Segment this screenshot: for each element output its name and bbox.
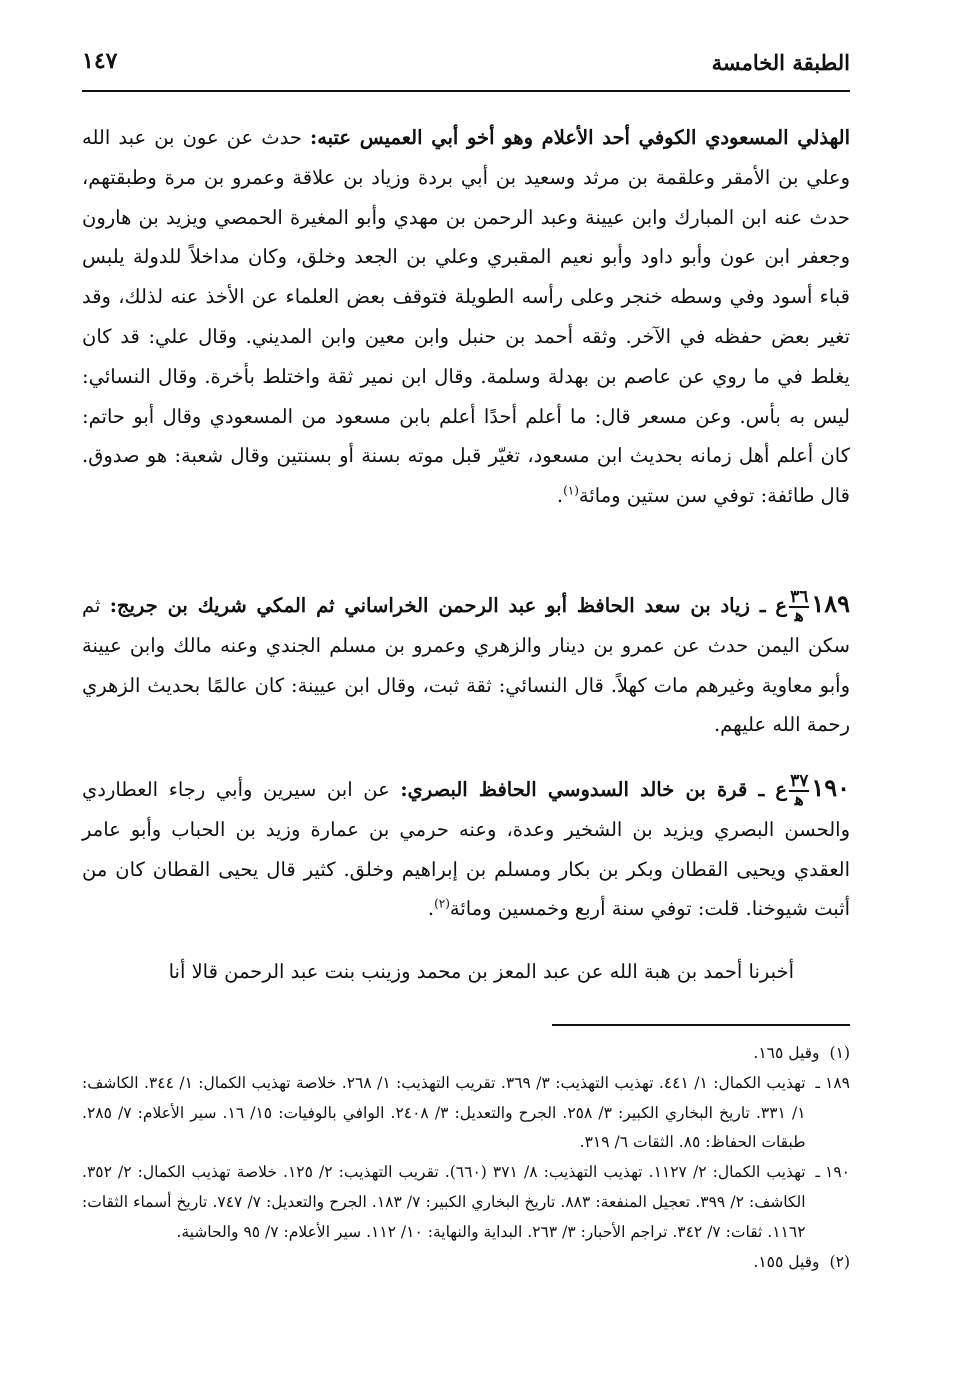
footnote xyxy=(82,1069,850,1158)
footnote-key: (١) xyxy=(829,1044,850,1062)
siglum-letter: ع xyxy=(775,778,788,801)
footnote-key: ١٨٩ ـ xyxy=(815,1073,850,1092)
entry-heading: ـ قرة بن خالد السدوسي الحافظ البصري: xyxy=(400,778,776,801)
footnote-text: تهذيب الكمال: ٢/ ١١٢٧. تهذيب التهذيب: ٨/ ٣٧١ (٦٦٠). تقريب التهذيب: ٢/ ١٢٥. خلاصة تهذيب الكمال: ٢/ ٣٥٢. الكاشف: ٢/ ٣٩٩. تعجيل المنفعة: ٨٨٣. تاريخ البخاري الكبير: ٧/ ١٨٣. الجرح والتعديل: ٧/ ٧٤٧. تاريخ أسماء الثقات: ١١٦٢. ثقات: ٧/ ٣٤٢. تراجم الأحبار: ٣/ ٢٦٣. البداية والنهاية: ١٠/ ١١٢. سير الأعلام: ٧/ ٩٥ والحاشية. xyxy=(82,1163,806,1241)
siglum-letter: ع xyxy=(775,594,788,617)
footnote-text: وقيل ١٦٥. xyxy=(753,1044,820,1062)
siglum-fraction xyxy=(789,770,809,810)
running-header xyxy=(82,44,850,92)
entry-body: حدث عن عون بن عبد الله وعلي بن الأمقر وعلقمة بن مرثد وسعيد بن أبي بردة وزياد بن علاقة وعمرو بن مرة وطبقتهم، حدث عنه ابن المبارك وابن عيينة وعبد الرحمن بن مهدي وأبو المغيرة الحمصي ويزيد بن هارون وجعفر ابن عون وأبو داود وأبو نعيم المقبري وعلي بن الجعد وخلق، وكان مداخلاً للدولة يلبس قباء أسود وفي وسطه خنجر وعلى رأسه الطويلة فتوقف بعض العلماء عن الأخذ عنه لذلك، وقد تغير بعض حفظه في الآخر. وثقه أحمد بن حنبل وابن معين وابن المديني. وقال علي: قد كان يغلط في ما روي عن عاصم بن بهدلة وسلمة. وقال ابن نمير ثقة واختلط بأخرة. وقال النسائي: ليس به بأس. وعن مسعر قال: ما أعلم أحدًا أعلم بابن مسعود من المسعودي وقال أبو حاتم: كان أعلم أهل زمانه بحديث ابن مسعود، تغيّر قبل موته بسنة أو بسنتين وقال شعبة: هو صدوق. قال طائفة: توفي سن ستين ومائة xyxy=(82,126,850,508)
footnote-marker: (٢) xyxy=(434,896,450,911)
entry-body: عن ابن سيرين وأبي رجاء العطاردي والحسن البصري ويزيد بن الشخير وعدة، وعنه حرمي بن عمارة وزيد بن الحباب وأبو عامر العقدي ويحيى القطان وبكر بن بكار ومسلم بن إبراهيم وخلق. كثير قال يحيى القطان كان من أثبت شيوخنا. قلت: توفي سنة أربع وخمسين ومائة xyxy=(82,778,850,921)
footnote-key: (٢) xyxy=(829,1252,850,1271)
fraction-denominator: ﻫ xyxy=(794,789,804,810)
entry-heading-continued: الهذلي المسعودي الكوفي أحد الأعلام وهو أخو أبي العميس عتبه: xyxy=(310,126,850,149)
footnote-key: ١٩٠ ـ xyxy=(815,1163,850,1182)
page-number: ١٤٧ xyxy=(82,48,118,74)
paragraph-continued-entry xyxy=(82,118,850,516)
siglum-fraction xyxy=(789,586,809,626)
footnote xyxy=(82,1248,850,1278)
fraction-numerator: ٣٧ xyxy=(790,770,809,791)
entry-number: ١٩٠ xyxy=(811,773,850,802)
footnotes xyxy=(82,1039,850,1277)
fraction-denominator: ﻫ xyxy=(794,605,804,626)
footnote-text: وقيل ١٥٥. xyxy=(753,1252,820,1271)
fraction-numerator: ٣٦ xyxy=(790,586,809,607)
entry-189 xyxy=(82,584,850,745)
entry-number: ١٨٩ xyxy=(811,589,850,618)
entry-end: . xyxy=(556,484,564,508)
footnote-text: تهذيب الكمال: ١/ ٤٤١. تهذيب التهذيب: ٣/ ٣٦٩. تقريب التهذيب: ١/ ٢٦٨. خلاصة تهذيب الكمال: ١/ ٣٤٤. الكاشف: ١/ ٣٣١. تاريخ البخاري الكبير: ٣/ ٢٥٨. الجرح والتعديل: ٣/ ٢٤٠٨. الوافي بالوفيات: ١٥/ ١٦. سير الأعلام: ٧/ ٢٨٥. طبقات الحفاظ: ٨٥. الثقات ٦/ ٣١٩. xyxy=(82,1073,806,1152)
entry-190 xyxy=(82,768,850,929)
entry-heading: ـ زياد بن سعد الحافظ أبو عبد الرحمن الخراساني ثم المكي شريك بن جريج: xyxy=(109,594,776,617)
running-title: الطبقة الخامسة xyxy=(711,50,850,75)
footnote xyxy=(82,1039,850,1069)
footnote xyxy=(82,1158,850,1247)
footnote-separator xyxy=(552,1024,850,1026)
footnote-marker: (١) xyxy=(563,483,579,498)
entry-body: ثم سكن اليمن حدث عن عمرو بن دينار والزهري وعمرو بن مسلم الجندي وعنه مالك وابن عيينة وأبو معاوية وغيرهم مات كهلاً. قال النسائي: ثقة ثبت، وقال ابن عيينة: كان عالمًا بحديث الزهري رحمة الله عليهم. xyxy=(82,594,850,737)
closing-line: أخبرنا أحمد بن هبة الله عن عبد المعز بن محمد وزينب بنت عبد الرحمن قالا أنا xyxy=(168,960,794,983)
entry-end: . xyxy=(427,897,435,921)
